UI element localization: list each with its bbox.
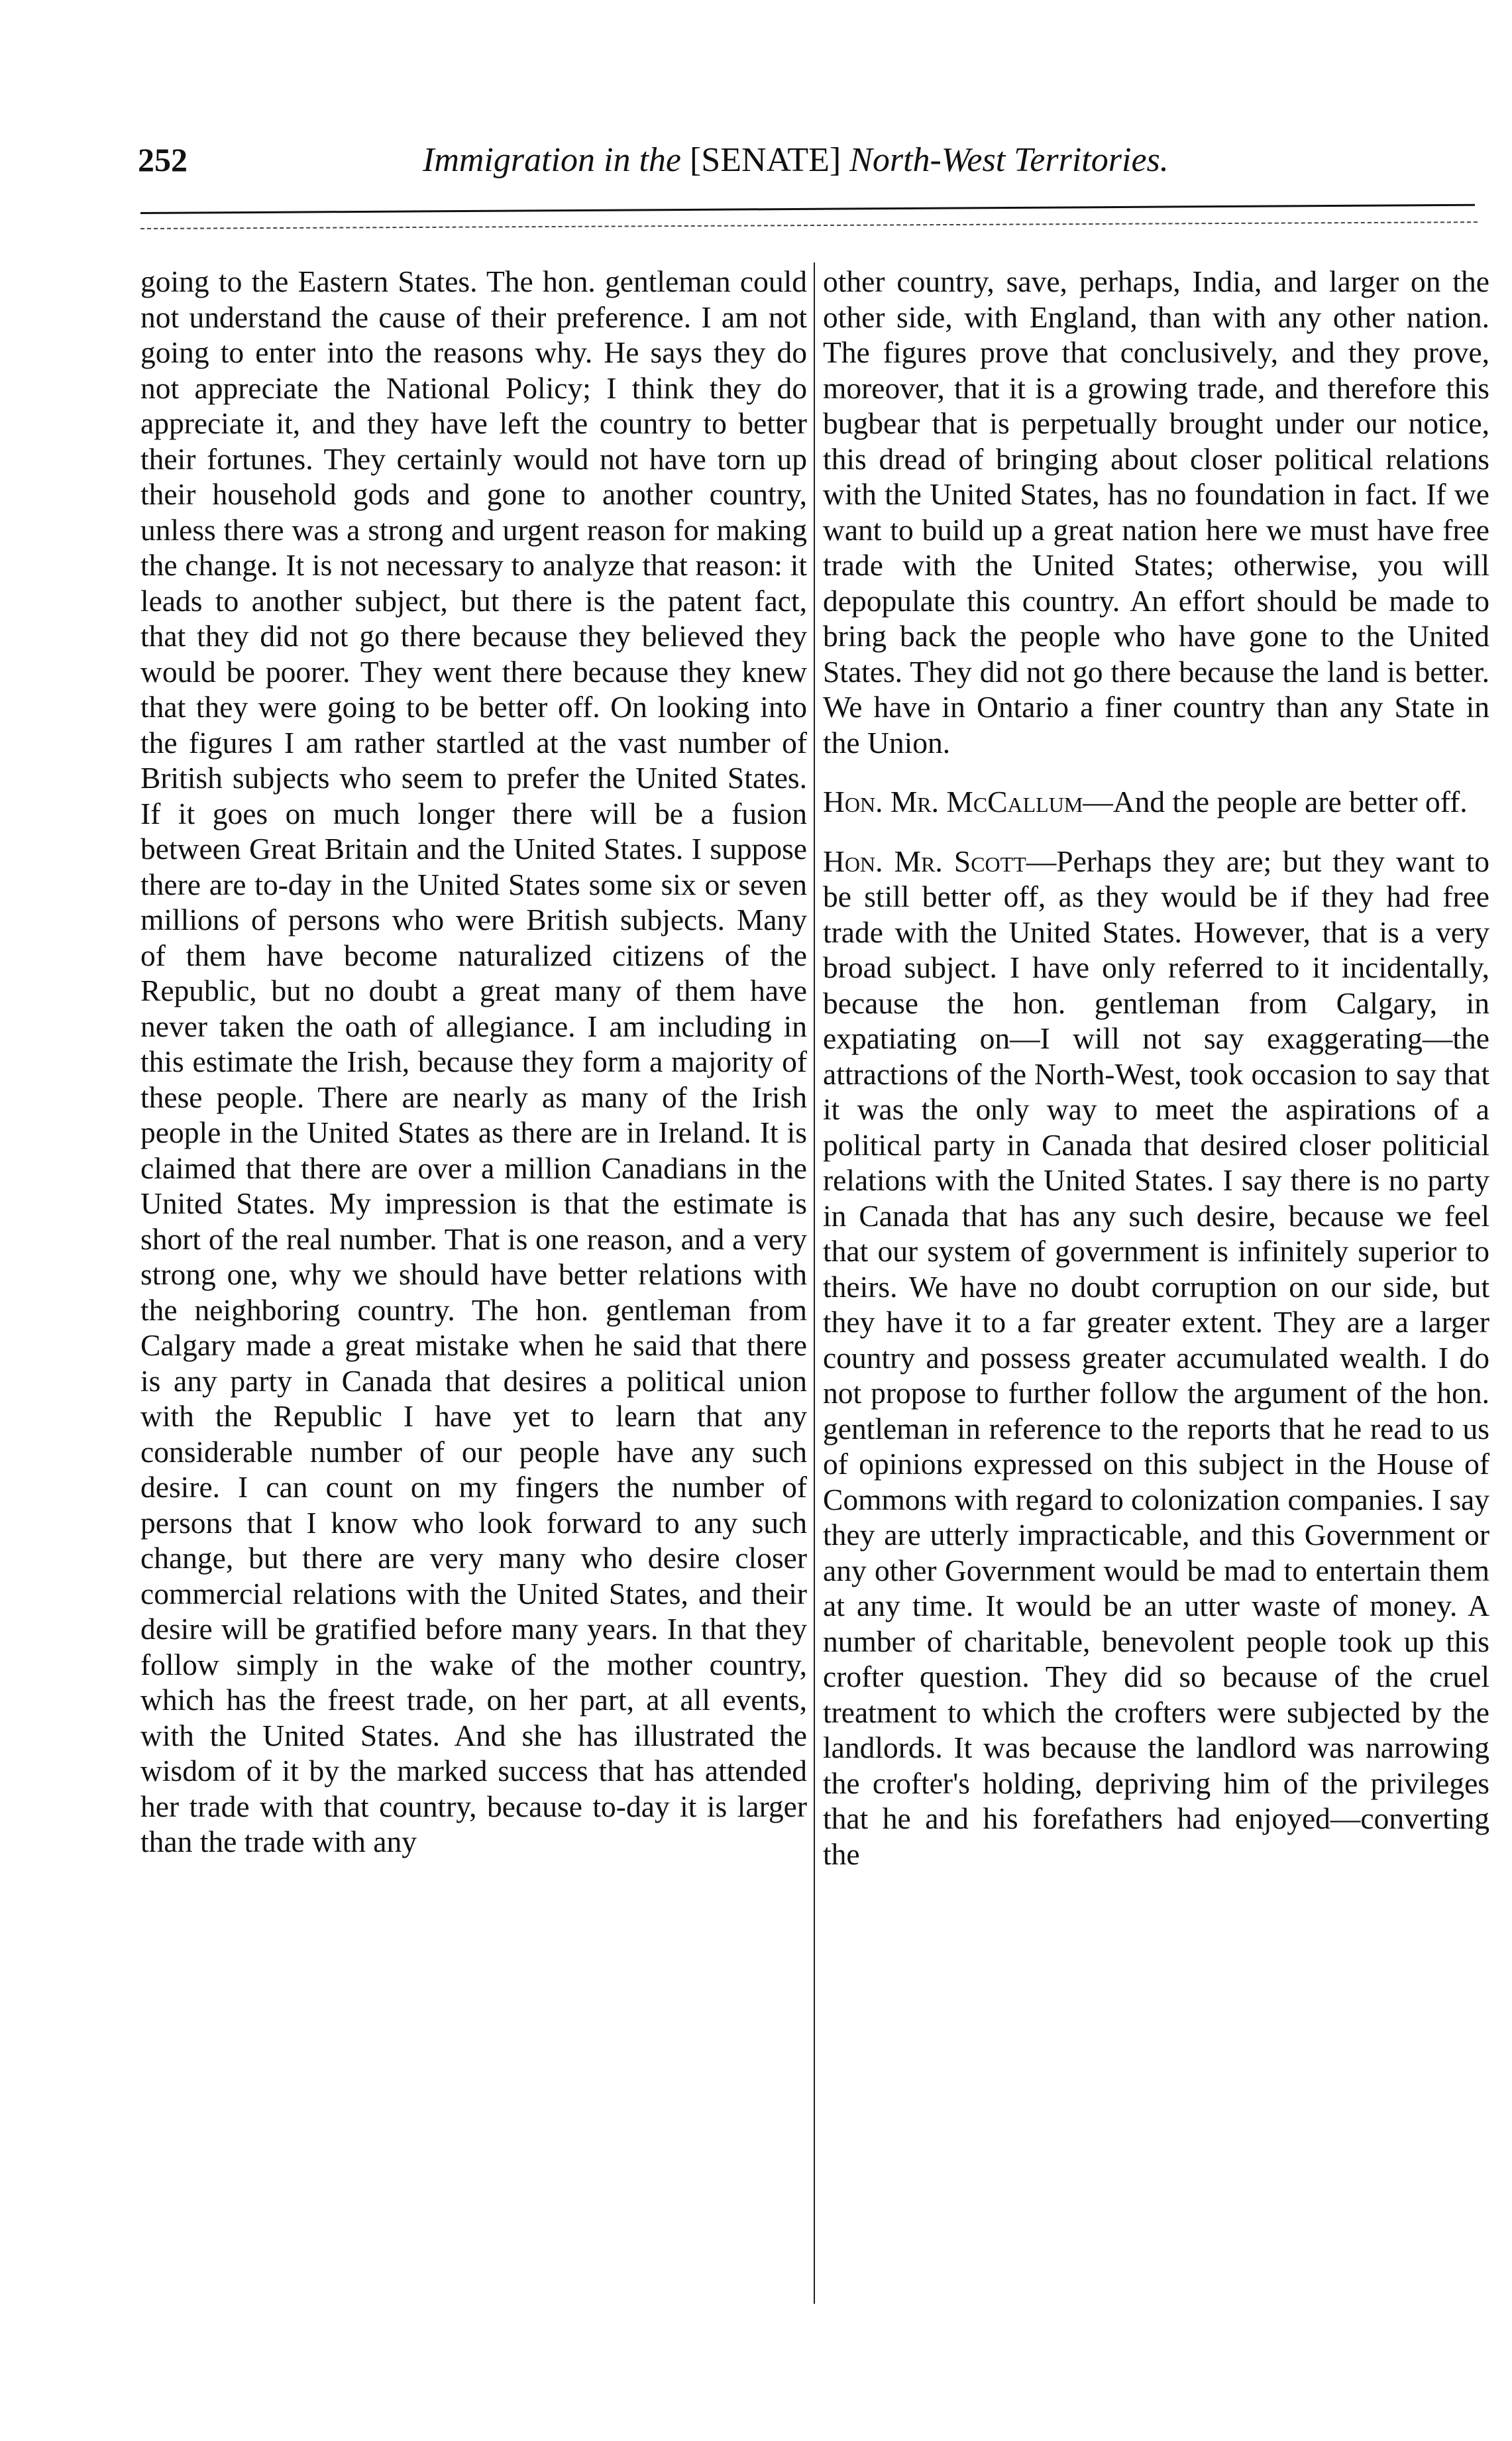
right-column <box>823 264 1489 1872</box>
paragraph-gap <box>823 760 1489 784</box>
page-number: 252 <box>138 141 188 178</box>
column-divider <box>814 262 815 2304</box>
running-title-senate: [SENATE] <box>689 141 841 179</box>
right-column-paragraph-2 <box>823 784 1489 820</box>
header-rule <box>140 204 1475 214</box>
running-title <box>423 141 1169 180</box>
speaker-scott: Hon. Mr. Scott <box>823 844 1026 878</box>
right-column-paragraph-1: other country, save, perhaps, India, and larger on the other side, with England, than with any other nation. The figures prove that conclusively, and they prove, moreover, that it is a growing trade, and therefore this bugbear that is perpetually brought under our notice, this dread of bringing about closer political relations with the United States, has no foundation in fact. If we want to build up a great nation here we must have free trade with the United States; otherwise, you will depopulate this country. An effort should be made to bring back the people who have gone to the United States. They did not go there because the land is better. We have in Ontario a finer country than any State in the Union. <box>823 264 1489 760</box>
speech-scott: —Perhaps they are; but they want to be still better off, as they would be if they had free trade with the United States. However, that is a very broad subject. I have only referred to it incidentally, because the hon. gentleman from Calgary, in expatiating on—I will not say exaggerating—the attractions of the North-West, took occasion to say that it was the only way to meet the aspirations of a political party in Canada that desired closer politicial relations with the United States. I say there is no party in Canada that has any such desire, because we feel that our system of government is infinitely superior to theirs. We have no doubt corruption on our side, but they have it to a far greater extent. They are a larger country and possess greater accumulated wealth. I do not propose to further follow the argument of the hon. gentleman in reference to the reports that he read to us of opinions expressed on this subject in the House of Commons with regard to colonization companies. I say they are utterly impracticable, and this Government or any other Government would be mad to entertain them at any time. It would be an utter waste of money. A number of charitable, benevolent people took up this crofter question. They did so because of the cruel treatment to which the crofters were subjected by the landlords. It was because the landlord was narrowing the crofter's holding, depriving him of the privileges that he and his forefathers had enjoyed—converting the <box>823 844 1489 1871</box>
left-column <box>140 264 807 1860</box>
speech-mccallum: —And the people are better off. <box>1083 785 1468 819</box>
left-column-paragraph: going to the Eastern States. The hon. gentleman could not understand the cause of their preference. I am not going to enter into the reasons why. He says they do not appreciate the National Policy; I think they do appreciate it, and they have left the country to better their fortunes. They certainly would not have torn up their household gods and gone to another country, unless there was a strong and urgent reason for making the change. It is not necessary to analyze that reason: it leads to another subject, but there is the patent fact, that they did not go there because they believed they would be poorer. They went there because they knew that they were going to be better off. On looking into the figures I am rather startled at the vast number of British subjects who seem to prefer the United States. If it goes on much longer there will be a fusion between Great Britain and the United States. I suppose there are to-day in the United States some six or seven millions of persons who were British subjects. Many of them have become naturalized citizens of the Republic, but no doubt a great many of them have never taken the oath of allegiance. I am including in this estimate the Irish, because they form a majority of these people. There are nearly as many of the Irish people in the United States as there are in Ireland. It is claimed that there are over a million Canadians in the United States. My impression is that the estimate is short of the real number. That is one reason, and a very strong one, why we should have better relations with the neighboring country. The hon. gentleman from Calgary made a great mistake when he said that there is any party in Canada that desires a political union with the Republic I have yet to learn that any considerable number of our people have any such desire. I can count on my fingers the number of persons that I know who look forward to any such change, but there are very many who desire closer commercial relations with the United States, and their desire will be gratified before many years. In that they follow simply in the wake of the mother country, which has the freest trade, on her part, at all events, with the United States. And she has illustrated the wisdom of it by the marked success that has attended her trade with that country, because to-day it is larger than the trade with any <box>140 264 807 1858</box>
speaker-mccallum: Hon. Mr. McCallum <box>823 785 1083 819</box>
paragraph-gap <box>823 820 1489 844</box>
right-column-paragraph-3 <box>823 844 1489 1872</box>
running-title-right: North-West Territories. <box>841 141 1169 179</box>
page-header <box>138 141 1383 194</box>
running-title-left: Immigration in the <box>423 141 690 179</box>
header-rule-secondary <box>140 221 1478 229</box>
